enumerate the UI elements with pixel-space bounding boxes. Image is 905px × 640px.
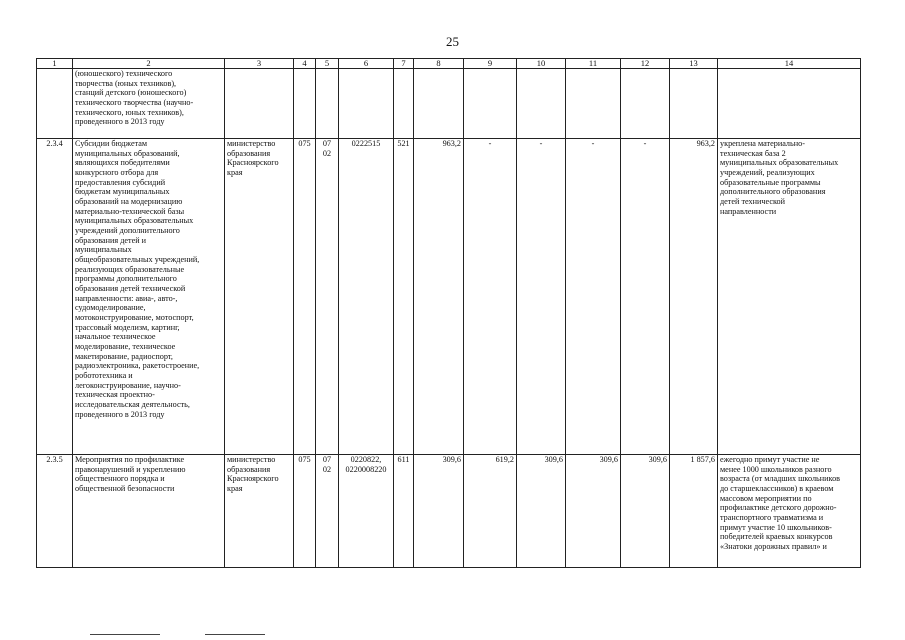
amount-col-8: 309,6 xyxy=(414,455,464,568)
amount-col-9: 619,2 xyxy=(464,455,517,568)
activity-name: Мероприятия по профилактике правонарушений и укреплению общественного порядка и общественной безопасности xyxy=(73,455,225,568)
expected-result: укреплена материально- техническая база 2 муниципальных образовательных учреждений, реализующих образовательные программы дополнительного образования детей технической направленности xyxy=(718,139,861,455)
header-cell: 10 xyxy=(517,59,566,69)
expected-result: ежегодно примут участие не менее 1000 школьников разного возраста (от младших школьников до старшеклассников) в краевом массовом мероприятии по профилактике детского дорожно- транспортного травматизма и примут участие 10 школьников- победителей краевых конкурсов «Знатоки дорожных правил» и xyxy=(718,455,861,568)
header-cell: 2 xyxy=(73,59,225,69)
amount-total xyxy=(670,69,718,139)
expense-type xyxy=(394,69,414,139)
amount-col-10: - xyxy=(517,139,566,455)
amount-col-11: 309,6 xyxy=(566,455,621,568)
section-code: 07 02 xyxy=(316,139,339,455)
grbs-code xyxy=(294,69,316,139)
target-article: 0222515 xyxy=(339,139,394,455)
header-cell: 7 xyxy=(394,59,414,69)
amount-col-9: - xyxy=(464,139,517,455)
grbs-code: 075 xyxy=(294,455,316,568)
header-cell: 11 xyxy=(566,59,621,69)
header-cell: 4 xyxy=(294,59,316,69)
budget-table xyxy=(36,58,861,568)
header-cell: 8 xyxy=(414,59,464,69)
activity-name: (юношеского) технического творчества (юных техников), станций детского (юношеского) технического творчества (научно- технического, юных техников), проведенного в 2013 году xyxy=(73,69,225,139)
target-article: 0220822, 0220008220 xyxy=(339,455,394,568)
grbs-code: 075 xyxy=(294,139,316,455)
amount-col-10: 309,6 xyxy=(517,455,566,568)
responsible-org: министерство образования Красноярского края xyxy=(225,139,294,455)
table-row xyxy=(37,455,861,568)
header-cell: 14 xyxy=(718,59,861,69)
amount-col-12: 309,6 xyxy=(621,455,670,568)
amount-col-8: 963,2 xyxy=(414,139,464,455)
header-row xyxy=(37,59,861,69)
signature-line xyxy=(90,634,160,635)
activity-name: Субсидии бюджетам муниципальных образований, являющихся победителями конкурсного отбора для предоставления субсидий бюджетам муниципальных образований на модернизацию материально-технической базы муниципальных образовательных учреждений дополнительного образования детей и муниципальных общеобразовательных учреждений, реализующих образовательные программы дополнительного образования детей технической направленности: авиа-, авто-, судомоделирование, мотоконструирование, мотоспорт, трассовый моделизм, картинг, начальное техническое моделирование, техническое макетирование, радиоспорт, радиоэлектроника, ракетостроение, робототехника и легоконструирование, научно- техническая проектно- исследовательская деятельность, проведенного в 2013 году xyxy=(73,139,225,455)
header-cell: 1 xyxy=(37,59,73,69)
section-code xyxy=(316,69,339,139)
amount-col-12 xyxy=(621,69,670,139)
responsible-org: министерство образования Красноярского края xyxy=(225,455,294,568)
amount-col-11: - xyxy=(566,139,621,455)
row-number: 2.3.4 xyxy=(37,139,73,455)
header-cell: 9 xyxy=(464,59,517,69)
header-cell: 13 xyxy=(670,59,718,69)
expected-result xyxy=(718,69,861,139)
section-code: 07 02 xyxy=(316,455,339,568)
header-cell: 3 xyxy=(225,59,294,69)
expense-type: 521 xyxy=(394,139,414,455)
amount-col-12: - xyxy=(621,139,670,455)
table-row xyxy=(37,69,861,139)
amount-total: 1 857,6 xyxy=(670,455,718,568)
expense-type: 611 xyxy=(394,455,414,568)
amount-col-8 xyxy=(414,69,464,139)
header-cell: 5 xyxy=(316,59,339,69)
target-article xyxy=(339,69,394,139)
row-number xyxy=(37,69,73,139)
header-cell: 6 xyxy=(339,59,394,69)
responsible-org xyxy=(225,69,294,139)
table-row xyxy=(37,139,861,455)
row-number: 2.3.5 xyxy=(37,455,73,568)
amount-col-9 xyxy=(464,69,517,139)
page-number: 25 xyxy=(446,34,459,49)
amount-col-11 xyxy=(566,69,621,139)
amount-col-10 xyxy=(517,69,566,139)
amount-total: 963,2 xyxy=(670,139,718,455)
header-cell: 12 xyxy=(621,59,670,69)
signature-line xyxy=(205,634,265,635)
